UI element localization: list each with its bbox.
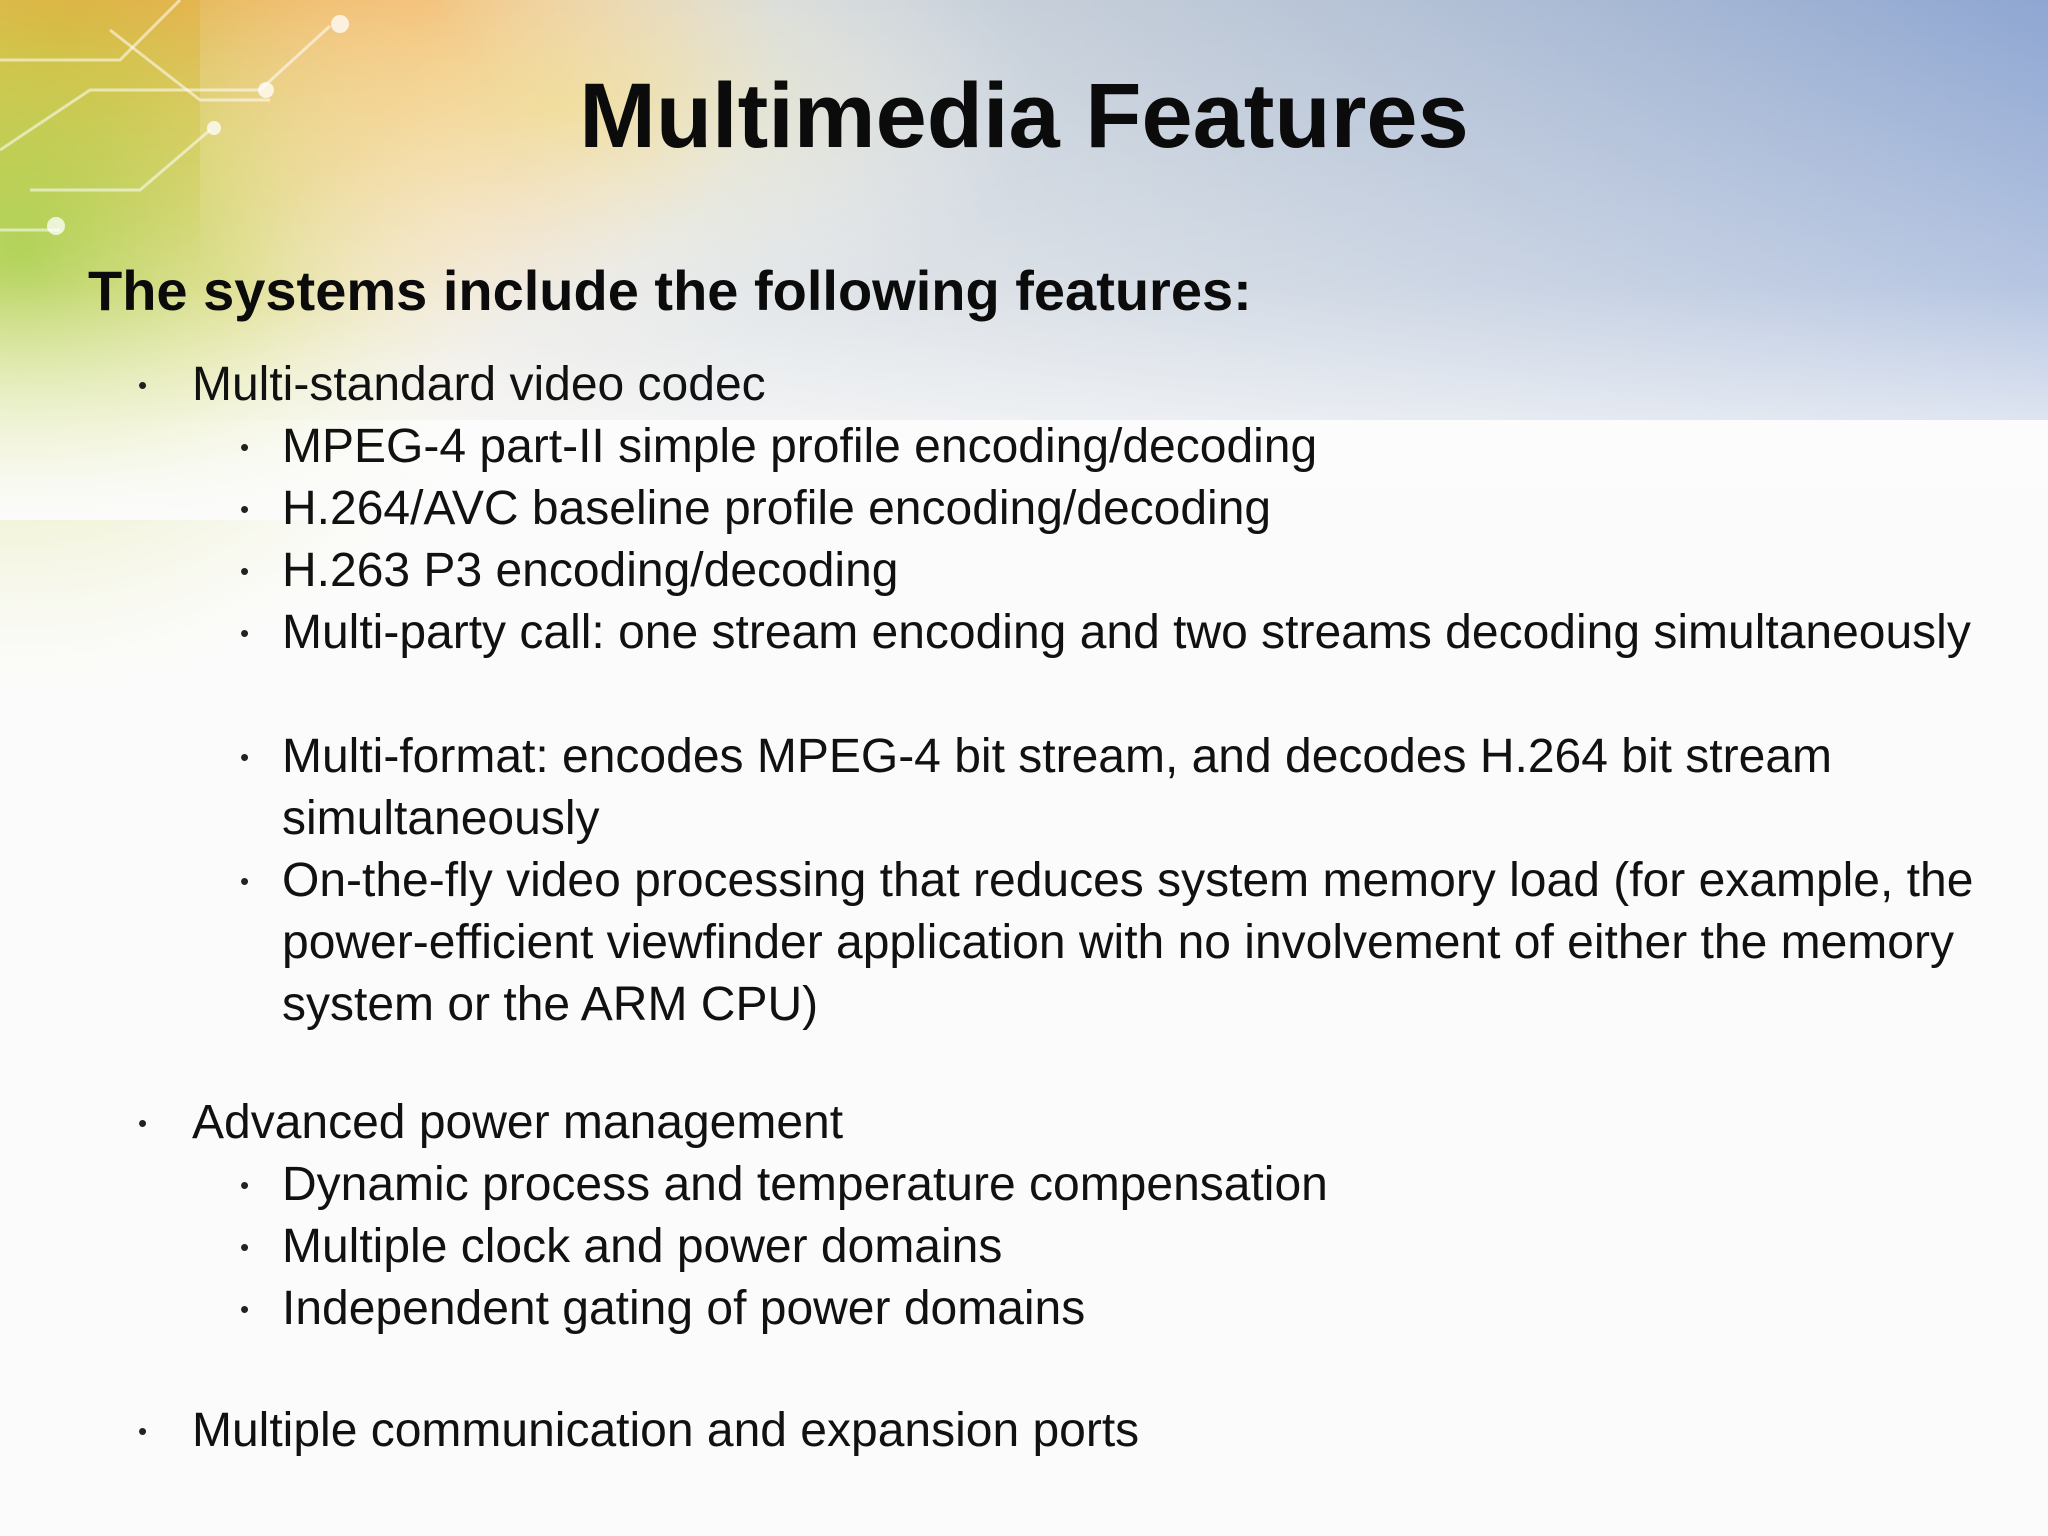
sub-item-text: Independent gating of power domains [282, 1282, 1086, 1335]
sub-item [240, 478, 1982, 540]
sub-item [240, 850, 1982, 1036]
sub-item [240, 726, 1982, 850]
bullet-icon: • [240, 742, 250, 772]
sub-item-text: Multi-party call: one stream encoding and two streams decoding simultaneously [282, 606, 1971, 659]
sub-item-text: Multiple clock and power domains [282, 1220, 1003, 1273]
slide-title: Multimedia Features [579, 65, 1469, 167]
list-item-power-management [138, 1092, 844, 1154]
list-item-communication-ports [138, 1400, 1140, 1462]
sub-item [240, 602, 1982, 664]
bullet-icon: • [240, 1170, 250, 1200]
sub-item [240, 1154, 1982, 1216]
bullet-icon: • [138, 1416, 148, 1446]
list-item-video-codec [138, 354, 766, 416]
sub-item [240, 1216, 1982, 1278]
list-item-label: Multiple communication and expansion ports [192, 1404, 1140, 1457]
list-item-label: Multi-standard video codec [192, 358, 766, 411]
bullet-icon: • [240, 618, 250, 648]
bullet-icon: • [138, 1108, 148, 1138]
bullet-icon: • [240, 494, 250, 524]
bullet-icon: • [240, 1232, 250, 1262]
bullet-icon: • [240, 556, 250, 586]
sub-item-text: Multi-format: encodes MPEG-4 bit stream, and decodes H.264 bit stream simultaneously [282, 730, 1832, 845]
sub-item-text: MPEG-4 part-II simple profile encoding/decoding [282, 420, 1318, 473]
bullet-icon: • [138, 370, 148, 400]
sub-item-text: H.264/AVC baseline profile encoding/decoding [282, 482, 1272, 535]
sub-item [240, 1278, 1982, 1340]
list-item-label: Advanced power management [192, 1096, 844, 1149]
sub-item-text: H.263 P3 encoding/decoding [282, 544, 899, 597]
bullet-icon: • [240, 432, 250, 462]
sub-item [240, 416, 1982, 478]
sub-item [240, 540, 1982, 602]
slide-subtitle: The systems include the following features: [88, 259, 1252, 322]
bullet-icon: • [240, 1294, 250, 1324]
sub-item-text: On-the-fly video processing that reduces system memory load (for example, the power-efficient viewfinder application with no involvement of either the memory system or the ARM CPU) [282, 854, 1974, 1031]
sub-item-text: Dynamic process and temperature compensation [282, 1158, 1328, 1211]
bullet-icon: • [240, 866, 250, 896]
